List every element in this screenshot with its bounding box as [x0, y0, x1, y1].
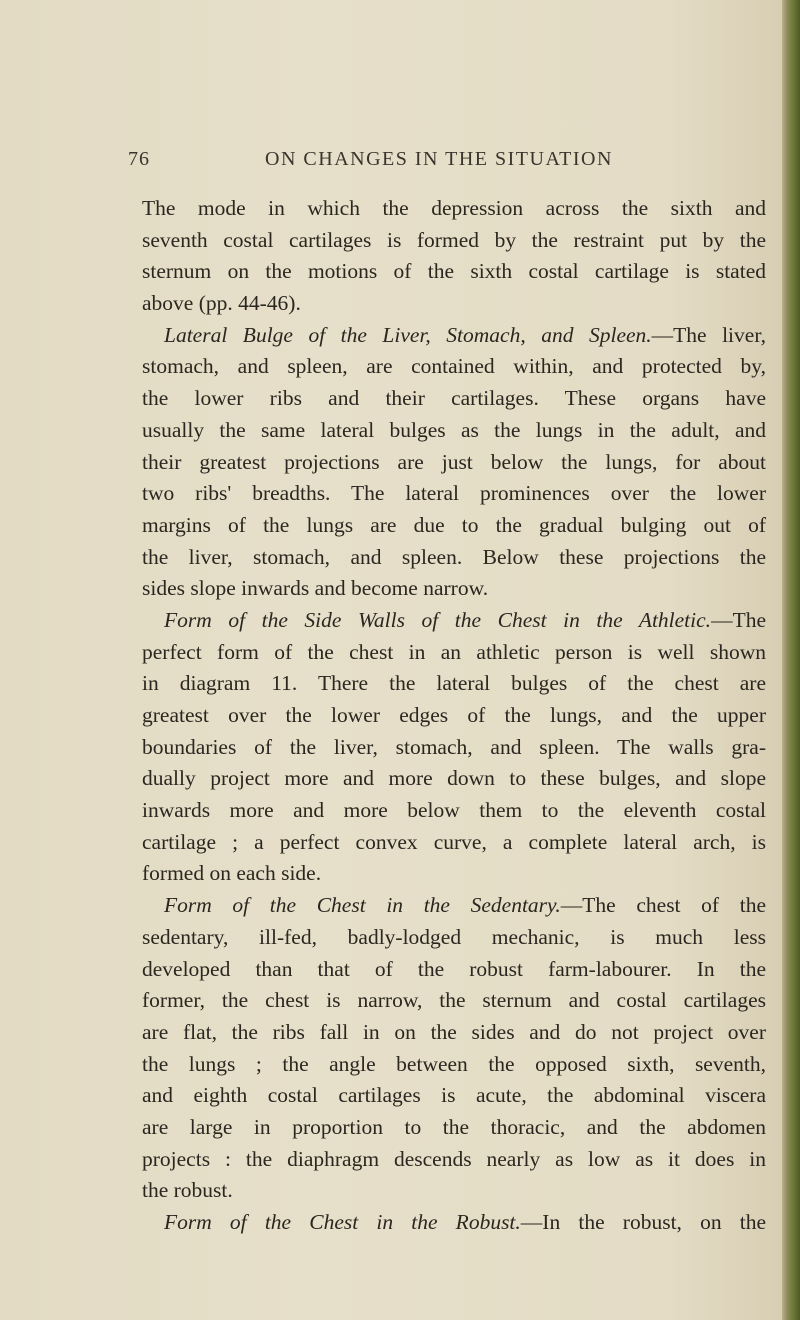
text-line: above (pp. 44-46). — [142, 291, 301, 316]
section-heading-liver: Lateral Bulge of the Liver, Stomach, and Spleen. — [164, 322, 652, 347]
page-number: 76 — [128, 148, 150, 170]
text-line: The mode in which the depression across the sixth and — [142, 196, 766, 220]
running-head — [128, 148, 760, 174]
page-edge — [782, 0, 800, 1320]
section-heading-sedentary: Form of the Chest in the Sedentary. — [164, 893, 561, 918]
text-line: former, the chest is narrow, the sternum and costal cartilages — [142, 988, 766, 1013]
text-line: sides slope inwards and become narrow. — [142, 576, 489, 601]
text-line: sternum on the motions of the sixth costal cartilage is stated — [142, 259, 766, 284]
running-title: ON CHANGES IN THE SITUATION — [265, 148, 613, 170]
text-line: and eighth costal cartilages is acute, the abdominal viscera — [142, 1083, 766, 1108]
section-heading-athletic: Form of the Side Walls of the Chest in the Athletic. — [164, 607, 712, 632]
text-line: their greatest projections are just below the lungs, for about — [142, 449, 766, 474]
text-line: are large in proportion to the thoracic, and the abdomen — [142, 1114, 766, 1139]
text-line: two ribs' breadths. The lateral prominences over the lower — [142, 481, 766, 506]
text-line: the lungs ; the angle between the opposed sixth, seventh, — [142, 1051, 766, 1076]
text-line: cartilage ; a perfect convex curve, a complete lateral arch, is — [142, 829, 766, 854]
section-heading-line: Lateral Bulge of the Liver, Stomach, and Spleen.—The liver, — [164, 322, 766, 347]
text-line: sedentary, ill-fed, badly-lodged mechanic, is much less — [142, 924, 766, 949]
text-line: are flat, the ribs fall in on the sides and do not project over — [142, 1019, 766, 1044]
text-line: developed than that of the robust farm-labourer. In the — [142, 956, 766, 981]
text-line: formed on each side. — [142, 861, 322, 886]
section-heading-line: Form of the Side Walls of the Chest in the Athletic.—The — [164, 607, 766, 632]
text-line: projects : the diaphragm descends nearly as low as it does in — [142, 1146, 766, 1171]
text-line: seventh costal cartilages is formed by the restraint put by the — [142, 227, 766, 252]
text-line: dually project more and more down to these bulges, and slope — [142, 766, 766, 791]
text-line: stomach, and spleen, are contained within, and protected by, — [142, 354, 766, 379]
section-heading-robust: Form of the Chest in the Robust. — [164, 1210, 521, 1234]
text-line: the lower ribs and their cartilages. These organs have — [142, 386, 766, 411]
text-line: in diagram 11. There the lateral bulges of the chest are — [142, 671, 766, 696]
text-line: perfect form of the chest in an athletic person is well shown — [142, 639, 766, 664]
text-line: inwards more and more below them to the eleventh costal — [142, 798, 766, 823]
text-line: the robust. — [142, 1178, 233, 1203]
section-heading-line: Form of the Chest in the Sedentary.—The chest of the — [164, 893, 767, 918]
text-line: usually the same lateral bulges as the lungs in the adult, and — [142, 417, 766, 442]
text-line: the liver, stomach, and spleen. Below these projections the — [142, 544, 766, 569]
text-line: boundaries of the liver, stomach, and spleen. The walls gra- — [142, 734, 766, 759]
text-line: margins of the lungs are due to the gradual bulging out of — [142, 512, 766, 537]
body-text — [142, 193, 766, 1239]
section-heading-line: Form of the Chest in the Robust.—In the robust, on the — [164, 1210, 767, 1234]
text-line: greatest over the lower edges of the lungs, and the upper — [142, 703, 766, 727]
